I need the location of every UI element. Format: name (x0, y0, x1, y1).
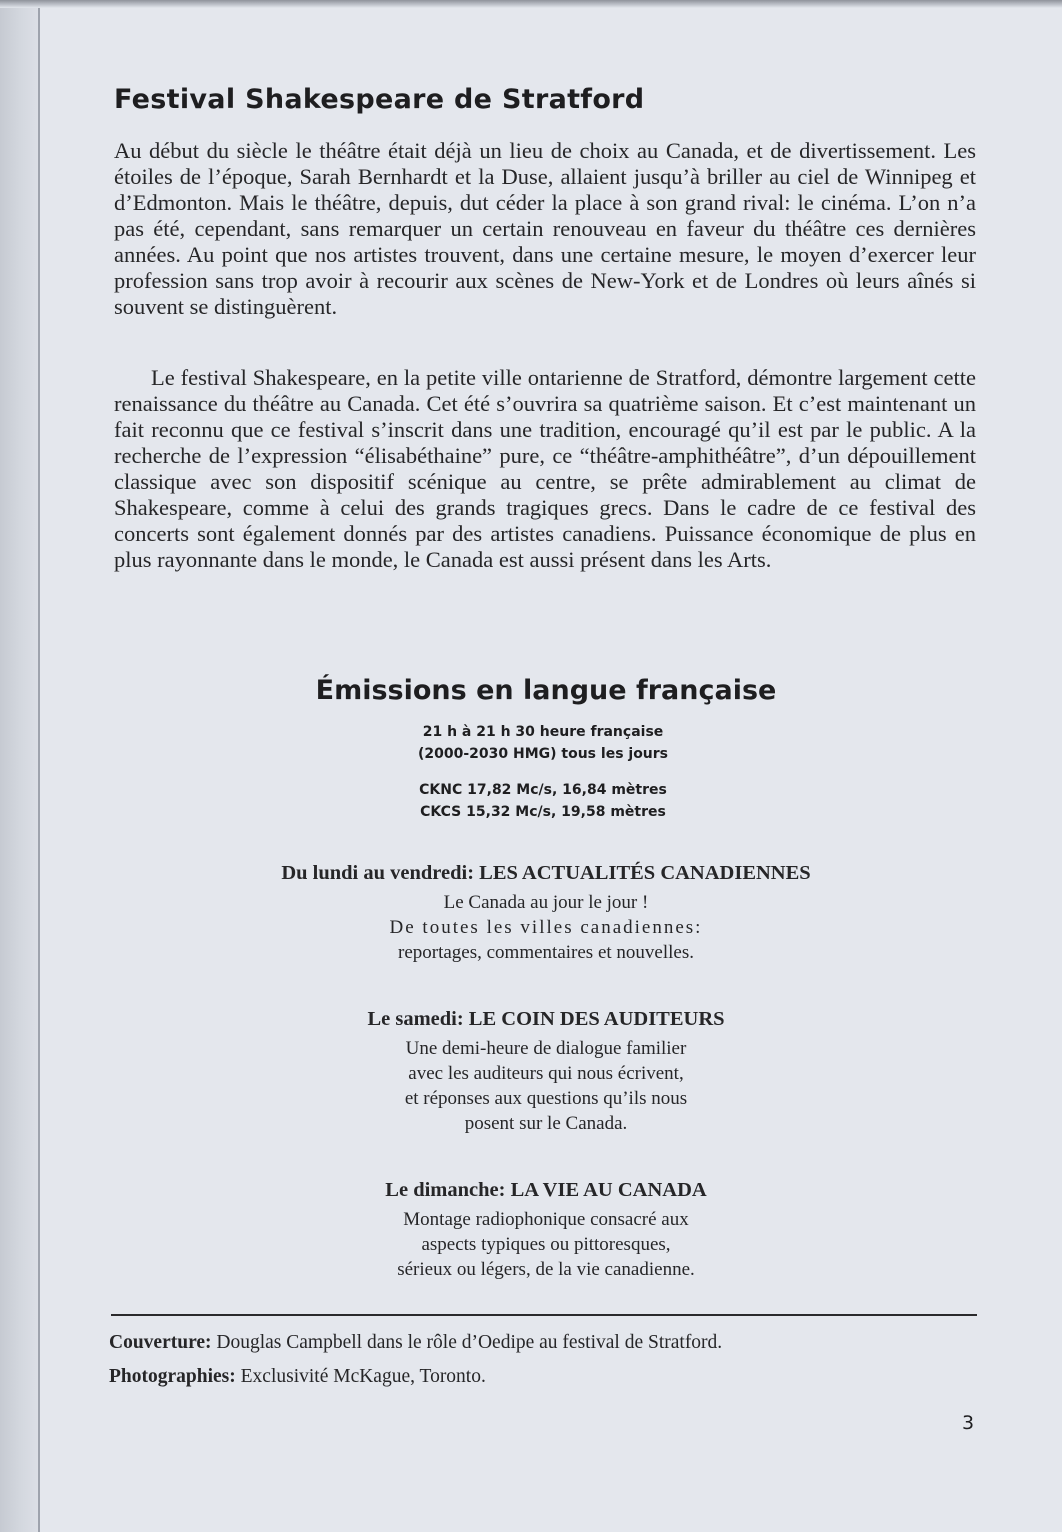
program-line: avec les auditeurs qui nous écrivent, (408, 1063, 684, 1084)
program-line: aspects typiques ou pittoresques, (421, 1234, 671, 1255)
program-saturday (0, 1006, 1062, 1136)
paragraph-festival: Le festival Shakespeare, en la petite ville ontarienne de Stratford, démontre largement cette renaissance du théâtre au Canada. Cet été s’ouvrira sa quatrième saison. Et c’est maintenant un fait reconnu que ce festival s’inscrit dans une tradition, encouragé qu’il est par le public. A la recherche de l’expression “élisabéthaine” pure, ce “théâtre-amphithéâtre”, d’un dépouillement classique avec son dispositif scénique au centre, se prête admirablement au climat de Shakespeare, comme à celui des grands tragiques grecs. Dans le cadre de ce festival des concerts sont également donnés par des artistes canadiens. Puissance économique de plus en plus rayonnante dans le monde, le Canada est aussi présent dans les Arts. (114, 365, 976, 572)
program-line: Montage radiophonique consacré aux (403, 1209, 689, 1230)
program-line: reportages, commentaires et nouvelles. (398, 942, 694, 963)
program-line: posent sur le Canada. (464, 1113, 628, 1134)
program-title: Le samedi: LE COIN DES AUDITEURS (367, 1008, 725, 1030)
program-description (30, 1036, 1062, 1136)
credit-cover-text: Douglas Campbell dans le rôle d’Oedipe au festival de Stratford. (216, 1332, 723, 1353)
program-line: De toutes les villes canadiennes: (389, 917, 703, 938)
program-title: Du lundi au vendredi: LES ACTUALITÉS CANADIENNES (281, 862, 811, 884)
program-sunday (0, 1177, 1062, 1282)
credit-cover (109, 1330, 722, 1356)
top-edge-shadow (0, 0, 1062, 8)
broadcast-time: 21 h à 21 h 30 heure française (422, 724, 664, 740)
station-block (0, 779, 1062, 823)
broadcast-gmt: (2000-2030 HMG) tous les jours (417, 746, 669, 762)
credit-cover-label: Couverture: (109, 1332, 212, 1353)
program-description (30, 1207, 1062, 1282)
program-title: Le dimanche: LA VIE AU CANADA (385, 1179, 707, 1201)
section-title-stratford: Festival Shakespeare de Stratford (114, 84, 645, 115)
program-line: Une demi-heure de dialogue familier (405, 1038, 687, 1059)
paragraph-intro: Au début du siècle le théâtre était déjà un lieu de choix au Canada, et de divertissement. Les étoiles de l’époque, Sarah Bernhardt et la Duse, allaient jusqu’à briller au ciel de Winnipeg et d’Edmonton. Mais le théâtre, depuis, dut céder la place à son grand rival: le cinéma. L’on n’a pas été, cependant, sans remarquer un certain renouveau en faveur du théâtre ces dernières années. Au point que nos artistes trouvent, dans une certaine mesure, le moyen d’exercer leur profession sans trop avoir à recourir aux scènes de New-York et de Londres où leurs aînés si souvent se distinguèrent. (114, 138, 976, 319)
program-line: Le Canada au jour le jour ! (443, 892, 649, 913)
broadcast-time-block (0, 721, 1062, 765)
credit-photos-label: Photographies: (109, 1366, 236, 1387)
station-ckcs: CKCS 15,32 Mc/s, 19,58 mètres (420, 804, 666, 820)
program-description (30, 890, 1062, 965)
divider (111, 1314, 977, 1316)
section-title-emissions: Émissions en langue française (315, 675, 777, 706)
credit-photos (109, 1364, 486, 1390)
program-line: sérieux ou légers, de la vie canadienne. (397, 1259, 695, 1280)
program-weekday (0, 860, 1062, 965)
fold-line (38, 0, 40, 1532)
credit-photos-text: Exclusivité McKague, Toronto. (240, 1366, 486, 1387)
binding-edge (0, 0, 40, 1532)
page-number: 3 (962, 1412, 975, 1434)
program-line: et réponses aux questions qu’ils nous (404, 1088, 688, 1109)
station-cknc: CKNC 17,82 Mc/s, 16,84 mètres (419, 782, 667, 798)
